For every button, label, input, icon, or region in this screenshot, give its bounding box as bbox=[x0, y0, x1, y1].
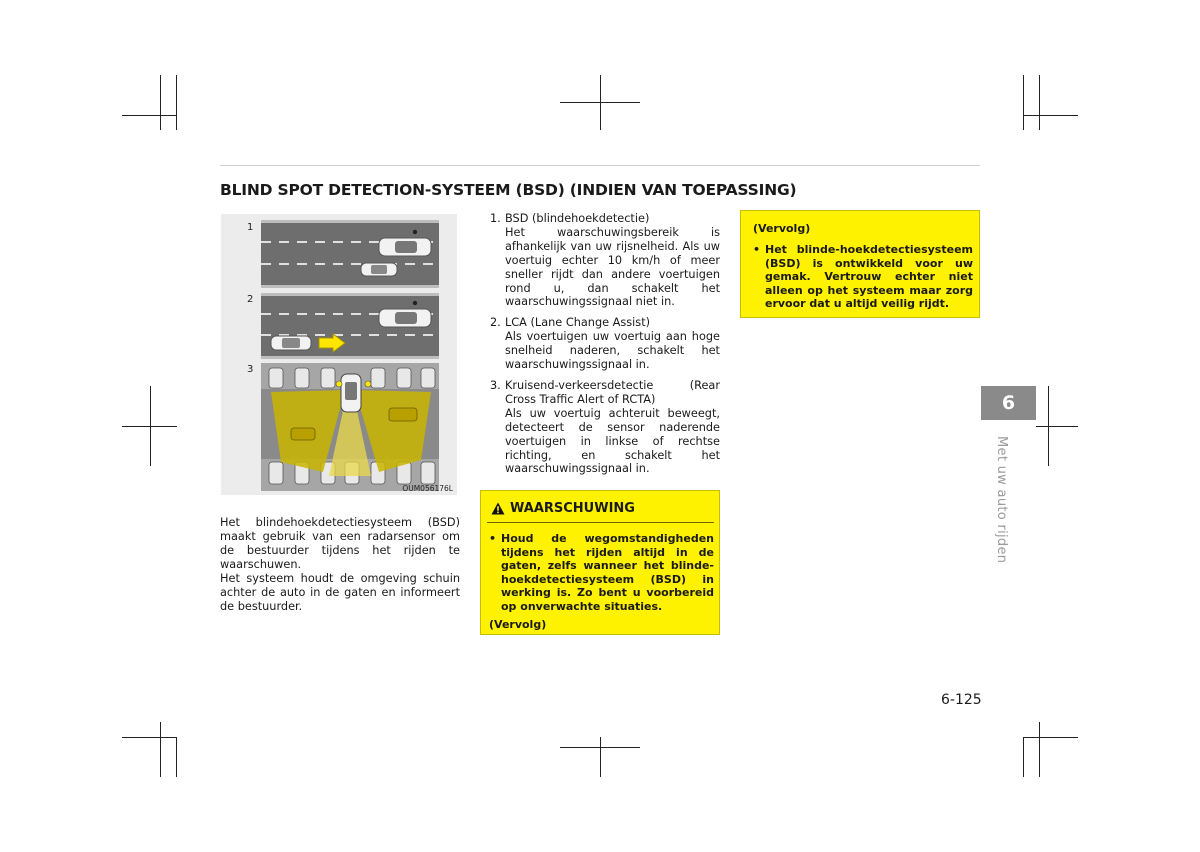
note-bullet-text: Het blinde-hoekdetectiesysteem (BSD) is ontwikkeld voor uw gemak. Vertrouw echter niet alleen op het systeem maar zorg ervoor dat u altijd veilig rijdt. bbox=[765, 243, 973, 310]
header-rule bbox=[220, 165, 980, 166]
list-heading-2: Cross Traffic Alert of RCTA) bbox=[505, 392, 656, 406]
list-item bbox=[490, 379, 720, 476]
bullet-dot: • bbox=[753, 243, 761, 256]
panel-label: 1 bbox=[247, 222, 254, 233]
warning-title bbox=[491, 501, 635, 516]
list-number: 1. bbox=[490, 212, 501, 225]
warning-bullet-text: Houd de wegomstandigheden tijdens het rijden altijd in de gaten, zelfs wanneer het blinde-hoekdetectiesysteem (BSD) in werking is. Zo bent u voorbereid op onverwachte situaties. bbox=[501, 532, 714, 613]
list-heading-end: (Rear bbox=[689, 378, 720, 392]
parking-panel-3 bbox=[261, 363, 439, 491]
page-number: 6-125 bbox=[941, 692, 982, 708]
chapter-tab: 6 bbox=[981, 386, 1036, 420]
page-title: BLIND SPOT DETECTION-SYSTEEM (BSD) (INDIEN VAN TOEPASSING) bbox=[220, 181, 797, 199]
note-bullet bbox=[753, 243, 973, 311]
figure-code: OUM056176L bbox=[402, 484, 453, 493]
warning-bullet bbox=[489, 532, 714, 613]
bsd-illustration bbox=[221, 214, 457, 495]
bullet-dot: • bbox=[489, 532, 497, 545]
list-number: 3. bbox=[490, 378, 501, 392]
list-body: Als voertuigen uw voertuig aan hoge snelheid naderen, schakelt het waarschuwingssignaal in. bbox=[505, 330, 720, 372]
list-number: 2. bbox=[490, 316, 501, 330]
continued-label: (Vervolg) bbox=[753, 222, 811, 235]
crop-mark bbox=[122, 426, 177, 427]
crop-mark bbox=[1023, 75, 1024, 130]
crop-mark bbox=[122, 737, 176, 738]
warning-box bbox=[480, 490, 720, 635]
list-item bbox=[490, 212, 720, 309]
road-panel-1 bbox=[261, 220, 439, 288]
list-body: Het waarschuwingsbereik is afhankelijk van uw rijsnelheid. Als uw voertuig echter 10 km/h of meer sneller rijdt dan andere voertuigen rond u, dan schakelt het waarschuwingssignaal niet in. bbox=[505, 225, 720, 309]
crop-mark bbox=[560, 747, 640, 748]
crop-mark bbox=[176, 737, 177, 777]
crop-mark bbox=[160, 75, 161, 130]
chapter-side-label bbox=[993, 436, 1011, 566]
crop-mark bbox=[1023, 737, 1024, 777]
crop-mark bbox=[560, 102, 640, 103]
continued-label: (Vervolg) bbox=[489, 618, 547, 631]
crop-mark bbox=[122, 115, 176, 116]
list-item bbox=[490, 316, 720, 372]
list-heading: LCA (Lane Change Assist) bbox=[505, 316, 651, 330]
crop-mark bbox=[1039, 75, 1040, 130]
crop-mark bbox=[1036, 426, 1078, 427]
intro-paragraph-2: Het systeem houdt de omgeving schuin achter de auto in de gaten en informeert de bestuurder. bbox=[220, 572, 460, 613]
warning-divider bbox=[487, 522, 714, 523]
warning-title-text: WAARSCHUWING bbox=[510, 501, 635, 516]
list-heading: Kruisend-verkeersdetectie bbox=[505, 378, 654, 392]
bsd-diagram bbox=[221, 214, 457, 495]
road-panel-2 bbox=[261, 293, 439, 359]
crop-mark bbox=[1023, 115, 1078, 116]
list-body: Als uw voertuig achteruit beweegt, detecteert de sensor naderende voertuigen in linkse of rechtse richting, en schakelt het waarschuwingssignaal in. bbox=[505, 406, 720, 476]
list-heading: BSD (blindehoekdetectie) bbox=[505, 212, 650, 225]
crop-mark bbox=[1023, 737, 1078, 738]
intro-paragraph: Het blindehoekdetectiesysteem (BSD) maakt gebruik van een radarsensor om de bestuurder tijdens het rijden te waarschuwen. bbox=[220, 516, 460, 571]
note-box bbox=[740, 210, 980, 318]
panel-label: 2 bbox=[247, 294, 254, 305]
crop-mark bbox=[160, 722, 161, 777]
panel-label: 3 bbox=[247, 364, 254, 375]
crop-mark bbox=[600, 737, 601, 777]
crop-mark bbox=[1039, 722, 1040, 777]
warning-triangle-icon bbox=[491, 502, 505, 515]
chapter-side-label-text: Met uw auto rijden bbox=[994, 436, 1009, 564]
feature-list bbox=[490, 212, 720, 483]
crop-mark bbox=[176, 75, 177, 130]
